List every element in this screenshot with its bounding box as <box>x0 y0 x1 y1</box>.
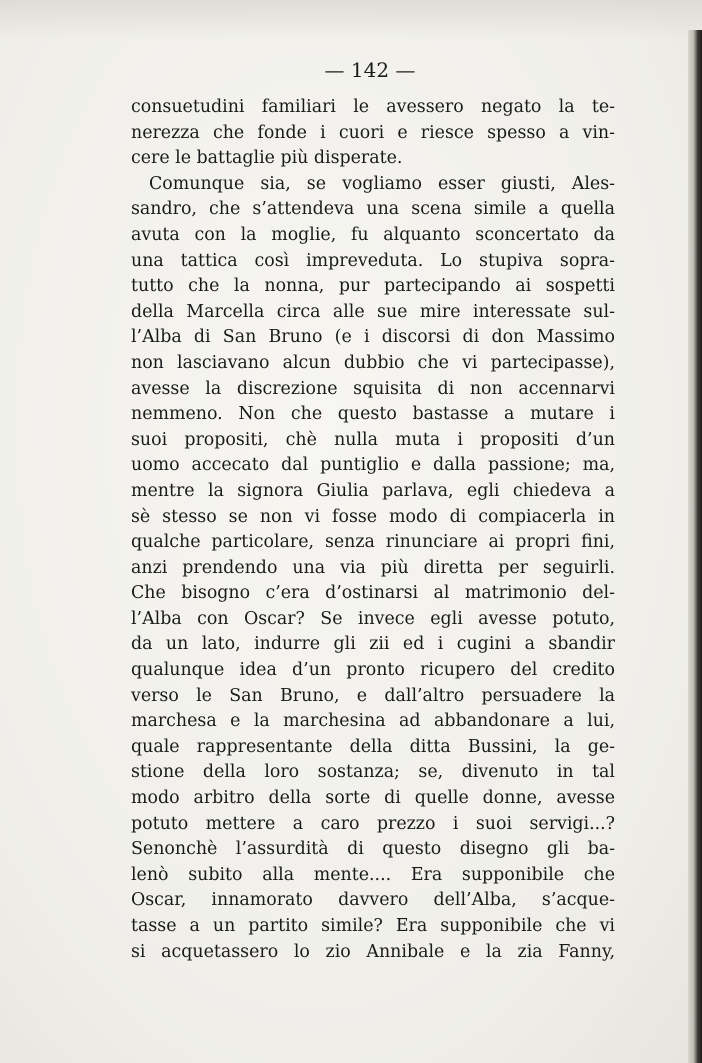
text-line: della Marcella circa alle sue mire interessate sul- <box>131 301 615 322</box>
text-line: suoi propositi, chè nulla muta i propositi d’un <box>131 429 615 450</box>
text-line: sè stesso se non vi fosse modo di compiacerla in <box>131 506 615 527</box>
text-line: avuta con la moglie, fu alquanto sconcertato da <box>131 224 615 245</box>
text-line: da un lato, indurre gli zii ed i cugini a sbandir <box>131 634 615 655</box>
text-line: una tattica così impreveduta. Lo stupiva sopra- <box>131 250 615 271</box>
page-number: — 142 — <box>324 58 416 82</box>
text-line: nemmeno. Non che questo bastasse a mutare i <box>131 404 615 425</box>
text-line: cere le battaglie più disperate. <box>131 148 403 169</box>
text-line: Che bisogno c’era d’ostinarsi al matrimonio del- <box>131 583 615 604</box>
text-line: qualunque idea d’un pronto ricupero del credito <box>131 660 615 681</box>
text-line: non lasciavano alcun dubbio che vi partecipasse), <box>131 352 615 373</box>
text-line: verso le San Bruno, e dall’altro persuadere la <box>131 685 615 706</box>
page-body-text <box>131 95 615 965</box>
text-line: quale rappresentante della ditta Bussini, la ge- <box>131 736 615 757</box>
text-line: mentre la signora Giulia parlava, egli chiedeva a <box>131 480 615 501</box>
text-line: avesse la discrezione squisita di non accennarvi <box>131 378 615 399</box>
text-line: stione della loro sostanza; se, divenuto in tal <box>131 762 615 783</box>
text-line: modo arbitro della sorte di quelle donne, avesse <box>131 788 615 809</box>
text-line: nerezza che fonde i cuori e riesce spesso a vin- <box>131 122 615 143</box>
text-line: lenò subito alla mente.... Era supponibile che <box>131 864 615 885</box>
text-line: anzi prendendo una via più diretta per seguirli. <box>131 557 615 578</box>
text-line: l’Alba con Oscar? Se invece egli avesse potuto, <box>131 608 615 629</box>
text-line: si acquetassero lo zio Annibale e la zia Fanny, <box>131 941 615 962</box>
text-line: tutto che la nonna, pur partecipando ai sospetti <box>131 276 615 297</box>
text-line: Oscar, innamorato davvero dell’Alba, s’acque- <box>131 890 615 911</box>
text-line: marchesa e la marchesina ad abbandonare a lui, <box>131 711 615 732</box>
page-top-shadow <box>0 0 702 40</box>
text-line: potuto mettere a caro prezzo i suoi servigi...? <box>131 813 615 834</box>
text-line: qualche particolare, senza rinunciare ai propri fini, <box>131 532 615 553</box>
text-line: tasse a un partito simile? Era supponibile che vi <box>131 916 615 936</box>
text-line: l’Alba di San Bruno (e i discorsi di don Massimo <box>131 327 615 348</box>
text-line: sandro, che s’attendeva una scena simile a quella <box>131 199 615 220</box>
text-line: consuetudini familiari le avessero negato la te- <box>131 97 615 117</box>
text-line: Senonchè l’assurdità di questo disegno gli ba- <box>131 839 615 860</box>
page-binding-edge <box>688 30 702 1063</box>
text-line: uomo accecato dal puntiglio e dalla passione; ma, <box>131 455 615 476</box>
text-line: Comunque sia, se vogliamo esser giusti, Ales- <box>149 173 615 194</box>
